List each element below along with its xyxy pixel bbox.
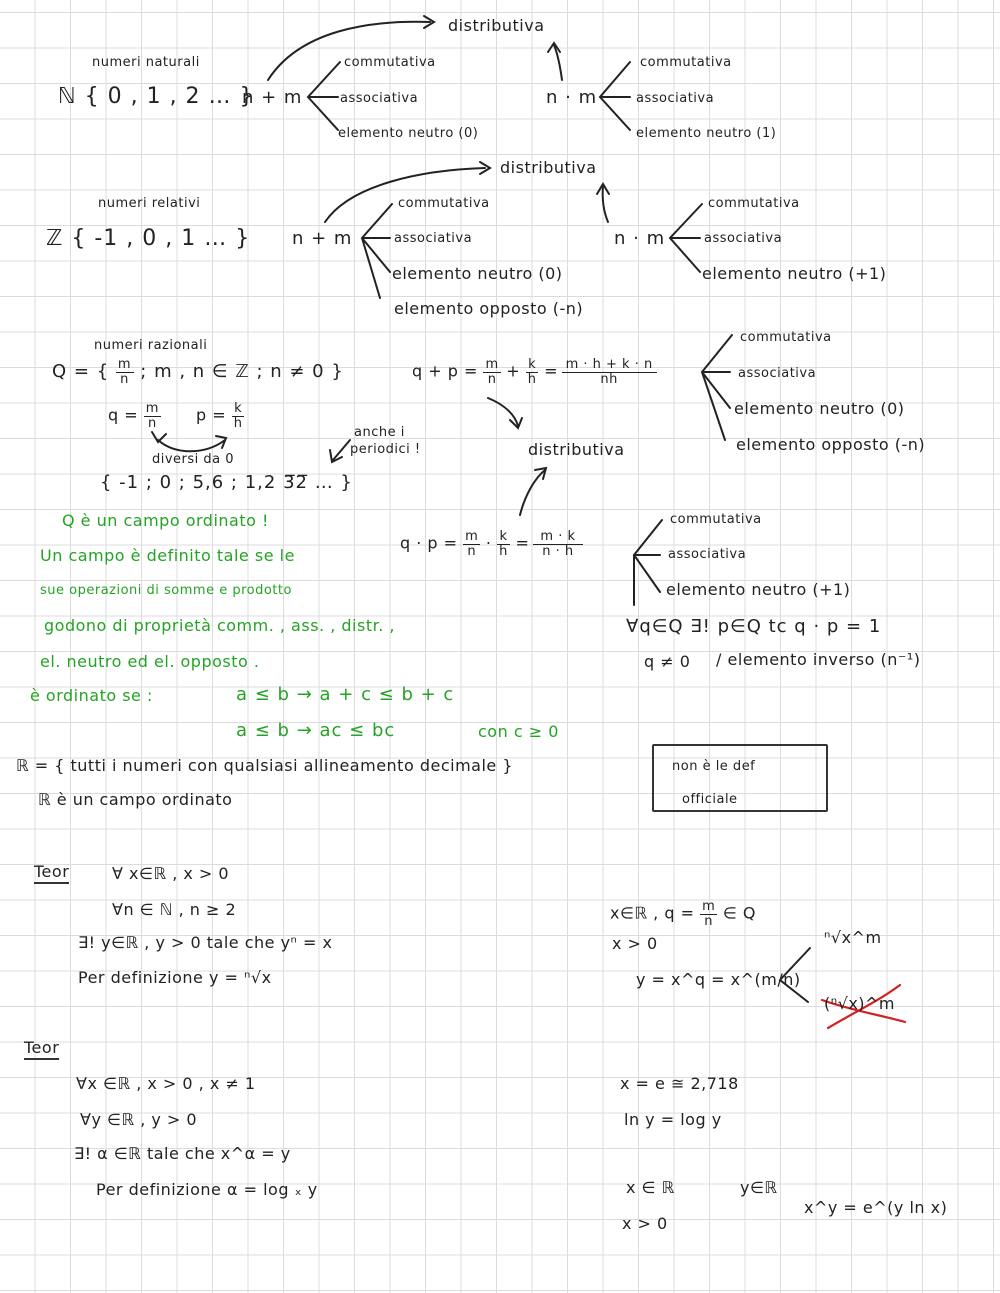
sum-prop-neutro-3: elemento neutro (0) bbox=[734, 399, 905, 418]
campo-line-2: sue operazioni di somme e prodotto bbox=[40, 583, 292, 598]
label-numeri-razionali: numeri razionali bbox=[94, 338, 208, 353]
arrow-prod-to-distributiva-1 bbox=[554, 45, 562, 80]
teor2-side-1: x = e ≅ 2,718 bbox=[620, 1074, 739, 1093]
teor2-line-2: ∀y ∈ℝ , y > 0 bbox=[80, 1110, 198, 1129]
sum-prop-associativa-2: associativa bbox=[394, 231, 473, 246]
prod-prop-associativa-2: associativa bbox=[704, 231, 783, 246]
sum-prop-associativa-3: associativa bbox=[738, 366, 817, 381]
bracket-sum-props-3 bbox=[702, 335, 732, 440]
prod-prop-neutro-2: elemento neutro (+1) bbox=[702, 264, 887, 283]
teor1-side-3: y = x^q = x^(m/n) bbox=[636, 970, 801, 989]
teor2-side-3a: x ∈ ℝ bbox=[626, 1178, 675, 1197]
arrow-sum-to-distributiva-3 bbox=[488, 398, 518, 426]
bracket-sum-props-2 bbox=[362, 204, 392, 298]
sum-prop-commutativa-1: commutativa bbox=[344, 55, 436, 70]
prod-prop-associativa-1: associativa bbox=[636, 91, 715, 106]
sum-prop-neutro-2: elemento neutro (0) bbox=[392, 264, 563, 283]
teor1-title: Teor bbox=[34, 864, 69, 884]
set-def-razionali: Q = { $\frac{m}{n}$ ; m , n ∈ ℤ ; n ≠ 0 } bbox=[52, 357, 344, 387]
p-definition: p = $\frac{k}{h}$ bbox=[196, 401, 243, 431]
teor1-line-3: ∃! y∈ℝ , y > 0 tale che yⁿ = x bbox=[78, 933, 333, 952]
diversi-da-zero: diversi da 0 bbox=[152, 452, 235, 467]
arrow-prod-to-distributiva-2 bbox=[603, 186, 608, 222]
sum-prop-opposto-2: elemento opposto (-n) bbox=[394, 299, 584, 318]
distributiva-3: distributiva bbox=[528, 440, 625, 459]
campo-title: Q è un campo ordinato ! bbox=[62, 511, 269, 530]
prod-prop-neutro-3: elemento neutro (+1) bbox=[666, 580, 851, 599]
sum-prop-neutro-1: elemento neutro (0) bbox=[338, 126, 479, 141]
bracket-prod-props-3 bbox=[634, 520, 662, 605]
sum-prop-commutativa-3: commutativa bbox=[740, 330, 832, 345]
teor2-side-3b: y∈ℝ bbox=[740, 1178, 778, 1197]
reali-definition: ℝ = { tutti i numeri con qualsiasi allineamento decimale } bbox=[16, 756, 514, 775]
prod-formula-razionali: q · p = $\frac{m}{n}$ · $\frac{k}{h}$ = $\frac{m \cdot k}{n \cdot h}$ bbox=[400, 530, 581, 558]
teor2-side-4: x > 0 bbox=[622, 1214, 668, 1233]
distributiva-1: distributiva bbox=[448, 16, 545, 35]
note-box-line-1: non è le def bbox=[672, 759, 756, 774]
q-definition: q = $\frac{m}{n}$ bbox=[108, 401, 159, 431]
campo-line-1: Un campo è definito tale se le bbox=[40, 546, 295, 565]
bracket-prod-props-2 bbox=[670, 204, 702, 272]
teor1-line-4: Per definizione y = ⁿ√x bbox=[78, 968, 272, 987]
inverse-q-nonzero: q ≠ 0 bbox=[644, 652, 691, 671]
set-relativi: ℤ { -1 , 0 , 1 … } bbox=[46, 226, 251, 251]
teor1-line-2: ∀n ∈ ℕ , n ≥ 2 bbox=[112, 900, 237, 919]
sum-naturali: n + m bbox=[242, 87, 303, 108]
inverse-line-1: ∀q∈Q ∃! p∈Q tc q · p = 1 bbox=[626, 616, 882, 637]
label-numeri-relativi: numeri relativi bbox=[98, 196, 201, 211]
prod-naturali: n · m bbox=[546, 87, 598, 108]
set-naturali: ℕ { 0 , 1 , 2 … } bbox=[58, 84, 255, 109]
prod-prop-commutativa-2: commutativa bbox=[708, 196, 800, 211]
teor1-line-1: ∀ x∈ℝ , x > 0 bbox=[112, 864, 230, 883]
arrow-sum-to-distributiva-2 bbox=[325, 168, 485, 222]
reali-campo: ℝ è un campo ordinato bbox=[38, 790, 233, 809]
sum-prop-opposto-3: elemento opposto (-n) bbox=[736, 435, 926, 454]
ordinato-rule-2: a ≤ b → ac ≤ bc bbox=[236, 720, 396, 741]
prod-prop-commutativa-3: commutativa bbox=[670, 512, 762, 527]
ordinato-rule-1: a ≤ b → a + c ≤ b + c bbox=[236, 684, 455, 705]
note-box bbox=[652, 744, 828, 812]
arrow-q-p-swap bbox=[158, 440, 225, 451]
sum-prop-commutativa-2: commutativa bbox=[398, 196, 490, 211]
teor2-line-1: ∀x ∈ℝ , x > 0 , x ≠ 1 bbox=[76, 1074, 256, 1093]
prod-relativi: n · m bbox=[614, 228, 666, 249]
prod-prop-neutro-1: elemento neutro (1) bbox=[636, 126, 777, 141]
label-numeri-naturali: numeri naturali bbox=[92, 55, 200, 70]
note-box-line-2: officiale bbox=[682, 792, 738, 807]
ordinato-label: è ordinato se : bbox=[30, 686, 153, 705]
teor1-crossed-form: (ⁿ√x)^m bbox=[824, 994, 896, 1013]
teor2-line-3: ∃! α ∈ℝ tale che x^α = y bbox=[74, 1144, 291, 1163]
note-anche-i: anche i bbox=[354, 425, 405, 440]
teor1-root-form: ⁿ√x^m bbox=[824, 928, 882, 947]
bracket-prod-props-1 bbox=[600, 62, 630, 130]
teor2-side-5: x^y = e^(y ln x) bbox=[804, 1198, 948, 1217]
arrow-sum-to-distributiva-1 bbox=[268, 22, 430, 80]
campo-line-3: godono di proprietà comm. , ass. , distr. , bbox=[44, 616, 395, 635]
sum-relativi: n + m bbox=[292, 228, 353, 249]
prod-prop-commutativa-1: commutativa bbox=[640, 55, 732, 70]
distributiva-2: distributiva bbox=[500, 158, 597, 177]
campo-line-4: el. neutro ed el. opposto . bbox=[40, 652, 260, 671]
sum-formula-razionali: q + p = $\frac{m}{n}$ + $\frac{k}{h}$ = $\frac{m \cdot h + k \cdot n}{nh}$ bbox=[412, 358, 655, 386]
inverse-elemento: / elemento inverso (n⁻¹) bbox=[716, 650, 921, 669]
teor1-side-2: x > 0 bbox=[612, 934, 658, 953]
prod-prop-associativa-3: associativa bbox=[668, 547, 747, 562]
set-def-fraction: $\frac{m}{n}$ bbox=[117, 357, 132, 387]
arrow-prod-to-distributiva-3 bbox=[520, 470, 545, 515]
arrow-anche-periodici bbox=[333, 440, 350, 460]
sum-prop-associativa-1: associativa bbox=[340, 91, 419, 106]
teor2-title: Teor bbox=[24, 1040, 59, 1060]
bracket-sum-props-1 bbox=[308, 62, 340, 130]
teor2-line-4: Per definizione α = log ₓ y bbox=[96, 1180, 318, 1199]
razionali-examples: { -1 ; 0 ; 5,6 ; 1,2 3̅2̅ … } bbox=[100, 472, 353, 493]
teor2-side-2: ln y = log y bbox=[624, 1110, 722, 1129]
ordinato-rule-2-cond: con c ≥ 0 bbox=[478, 722, 559, 741]
teor1-side-1: x∈ℝ , q = $\frac{m}{n}$ ∈ Q bbox=[610, 899, 756, 929]
note-periodici: periodici ! bbox=[350, 442, 421, 457]
